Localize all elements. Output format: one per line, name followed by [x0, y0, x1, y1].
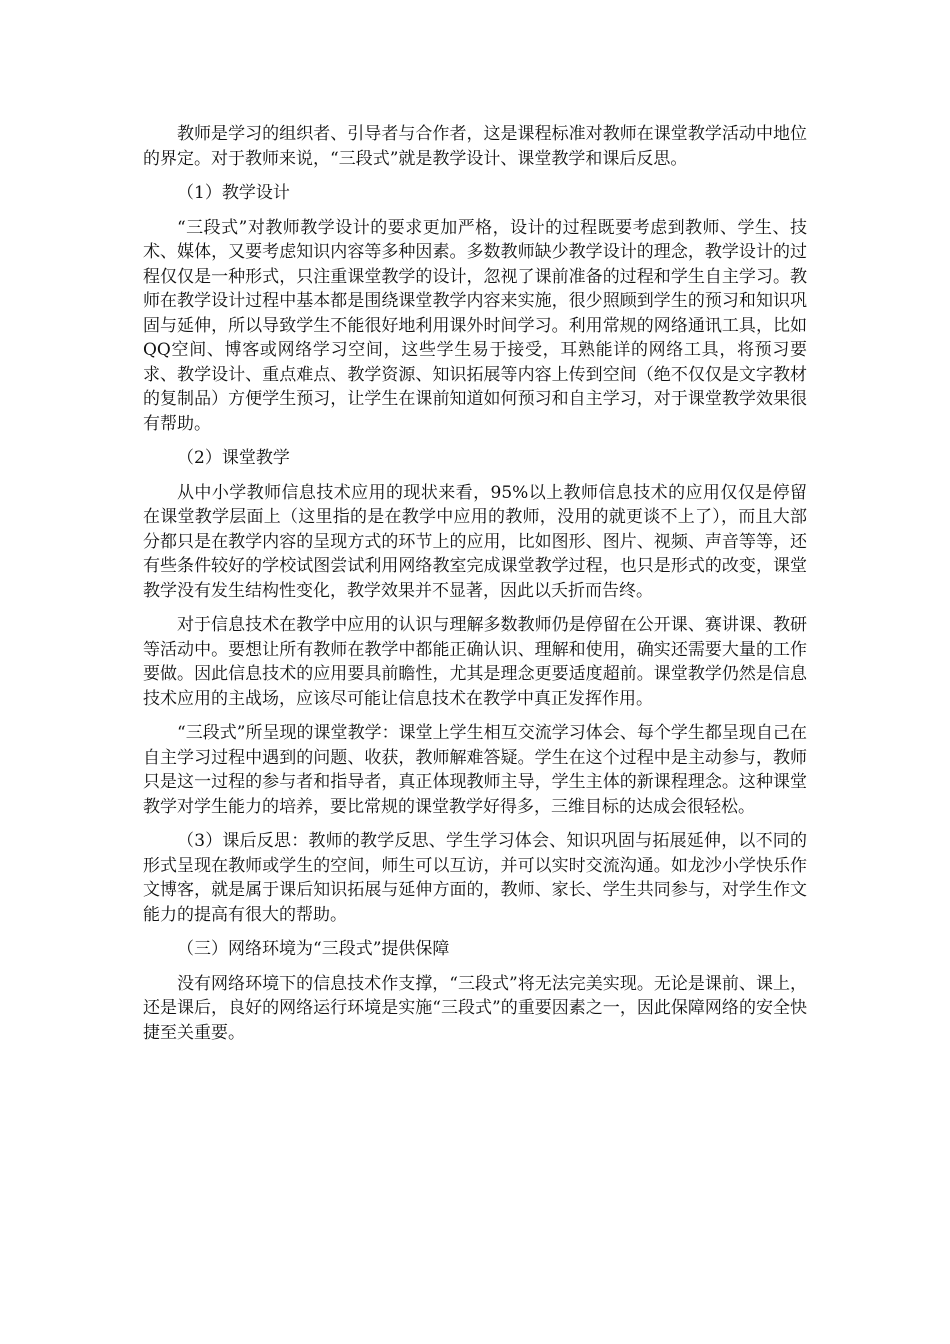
paragraph-network-environment: 没有网络环境下的信息技术作支撑，“三段式”将无法完美实现。无论是课前、课上，还是课后，良好的网络运行环境是实施“三段式”的重要因素之一，因此保障网络的安全快捷至关重要。 [143, 973, 807, 1043]
heading-teaching-design: （1）教学设计 [177, 183, 290, 203]
document-body [143, 122, 807, 1055]
paragraph-after-class-reflection: （3）课后反思：教师的教学反思、学生学习体会、知识巩固与拓展延伸，以不同的形式呈现在教师或学生的空间，师生可以互访，并可以实时交流沟通。如龙沙小学快乐作文博客，就是属于课后知识拓展与延伸方面的，教师、家长、学生共同参与，对学生作文能力的提高有很大的帮助。 [143, 831, 807, 925]
paragraph-intro: 教师是学习的组织者、引导者与合作者，这是课程标准对教师在课堂教学活动中地位的界定。对于教师来说，“三段式”就是教学设计、课堂教学和课后反思。 [143, 124, 807, 169]
paragraph-classroom-understanding: 对于信息技术在教学中应用的认识与理解多数教师仍是停留在公开课、赛讲课、教研等活动中。要想让所有教师在教学中都能正确认识、理解和使用，确实还需要大量的工作要做。因此信息技术的应用要具前瞻性，尤其是理念更要适度超前。课堂教学仍然是信息技术应用的主战场，应该尽可能让信息技术在教学中真正发挥作用。 [143, 615, 807, 709]
paragraph-classroom-status: 从中小学教师信息技术应用的现状来看，95%以上教师信息技术的应用仅仅是停留在课堂教学层面上（这里指的是在教学中应用的教师，没用的就更谈不上了），而且大部分都只是在教学内容的呈现方式的环节上的应用，比如图形、图片、视频、声音等等，还有些条件较好的学校试图尝试利用网络教室完成课堂教学过程，也只是形式的改变，课堂教学没有发生结构性变化，教学效果并不显著，因此以夭折而告终。 [143, 482, 807, 601]
paragraph-three-stage-classroom: “三段式”所呈现的课堂教学：课堂上学生相互交流学习体会、每个学生都呈现自己在自主学习过程中遇到的问题、收获，教师解难答疑。学生在这个过程中是主动参与，教师只是这一过程的参与者和指导者，真正体现教师主导，学生主体的新课程理念。这种课堂教学对学生能力的培养，要比常规的课堂教学好得多，三维目标的达成会很轻松。 [143, 723, 807, 817]
heading-classroom-teaching: （2）课堂教学 [177, 448, 290, 468]
heading-network-environment: （三）网络环境为“三段式”提供保障 [177, 939, 450, 959]
paragraph-teaching-design: “三段式”对教师教学设计的要求更加严格，设计的过程既要考虑到教师、学生、技术、媒体，又要考虑知识内容等多种因素。多数教师缺少教学设计的理念，教学设计的过程仅仅是一种形式，只注重课堂教学的设计，忽视了课前准备的过程和学生自主学习。教师在教学设计过程中基本都是围绕课堂教学内容来实施，很少照顾到学生的预习和知识巩固与延伸，所以导致学生不能很好地利用课外时间学习。利用常规的网络通讯工具，比如QQ空间、博客或网络学习空间，这些学生易于接受，耳熟能详的网络工具，将预习要求、教学设计、重点难点、教学资源、知识拓展等内容上传到空间（绝不仅仅是文字教材的复制品）方便学生预习，让学生在课前知道如何预习和自主学习，对于课堂教学效果很有帮助。 [143, 217, 807, 434]
